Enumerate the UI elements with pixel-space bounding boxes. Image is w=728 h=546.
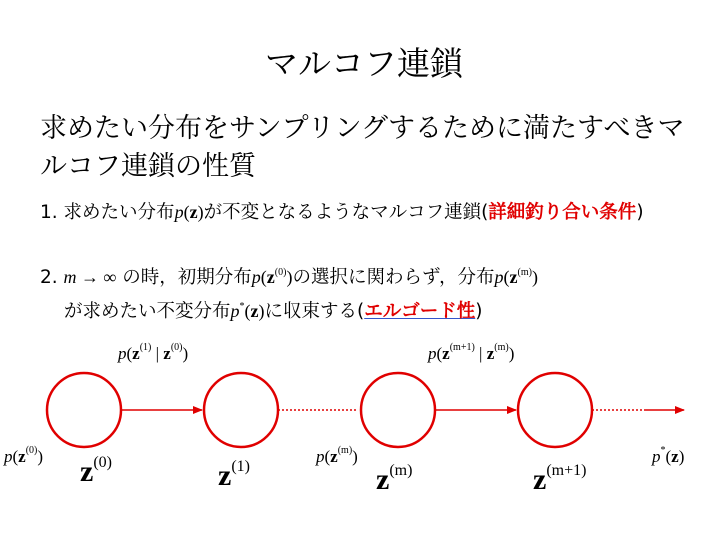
node-label-z0: z(0) [80,454,112,488]
math-invariant-dist: p*(z) [230,301,265,321]
transition-label-m: $p(z^{(m+1)}$ | $z^{(m)}$) [428,342,515,363]
node-zm1 [518,373,592,447]
math-z: z [189,202,198,222]
node-label-z1: z(1) [218,458,250,492]
node-label-zm1: z(m+1) [533,462,587,496]
item-number: 2. [40,267,58,288]
math-initial-dist: $p(z^{(0)})$ [251,267,293,287]
page-title: マルコフ連鎖 [265,44,463,83]
detailed-balance-label: 詳細釣り合い条件 [488,202,637,223]
node-z0 [47,373,121,447]
item-text-4: に収束する( [264,301,365,322]
item-text-1: の時，初期分布 [122,267,252,288]
item-text-pre: 求めたい分布 [63,202,175,223]
math-dist-m: $p(z^{(m)})$ [494,267,538,287]
subtitle: 求めたい分布をサンプリングするために満たすべきマルコフ連鎖の性質 [40,113,685,182]
step-m-distribution-label: $p(z^{(m)})$ [316,445,358,466]
item-text-2: の選択に関わらず，分布 [292,267,495,288]
math-p: p [174,202,184,222]
initial-distribution-label: $p(z^{(0)})$ [4,445,44,466]
ergodicity-label: エルゴード性 [364,301,476,322]
limit-condition: m → ∞ [63,267,117,287]
stationary-distribution-label: p*(z) [652,445,685,466]
node-zm [361,373,435,447]
item-number: 1. [40,202,58,223]
transition-label-1: $p(z^{(1)}$ | $z^{(0)}$) [118,342,189,363]
item-text-mid: が不変となるようなマルコフ連鎖( [203,202,489,223]
item-text-3: が求めたい不変分布 [64,301,231,322]
node-label-zm: z(m) [376,462,413,496]
item-text-post: ) [475,301,483,322]
math-p-z: p(z) [174,202,204,222]
item-text-post: ) [636,202,644,223]
node-z1 [204,373,278,447]
